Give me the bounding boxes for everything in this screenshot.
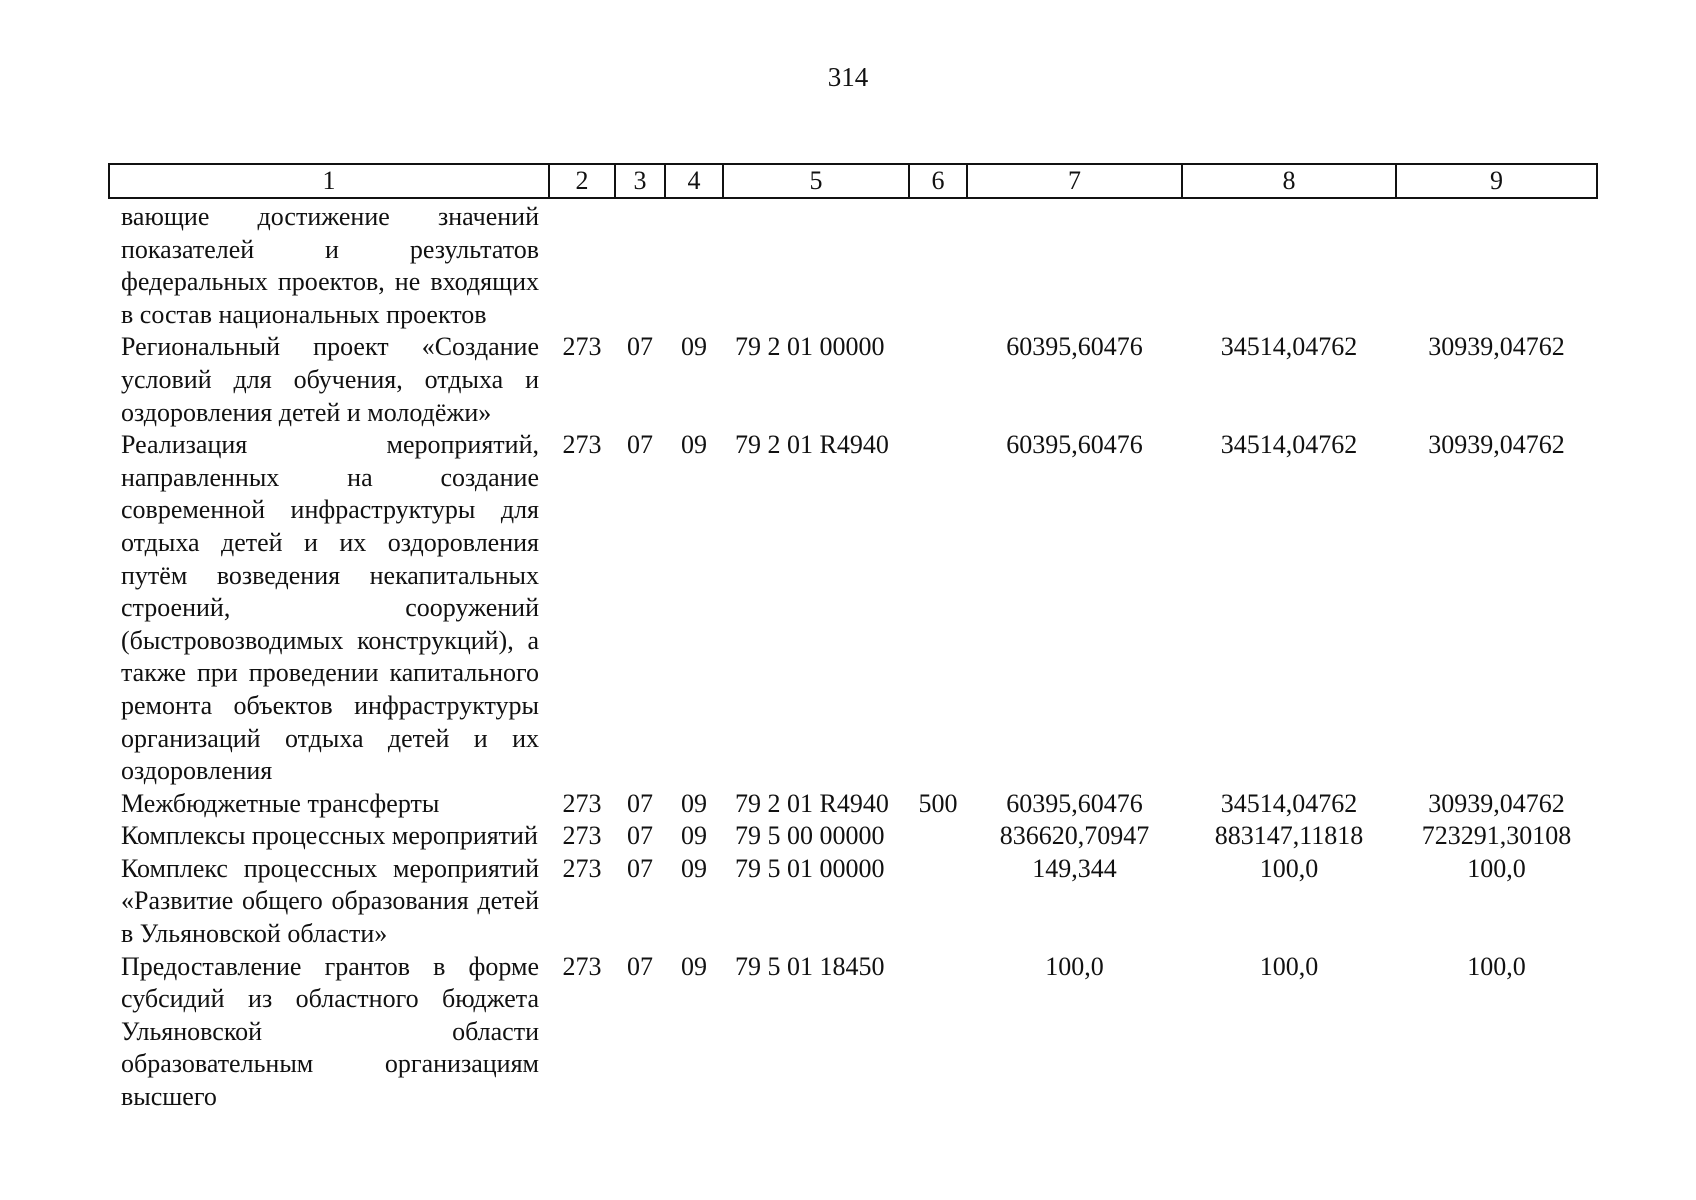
cell-subsection: 09 (681, 951, 707, 981)
cell-amount-col8: 883147,11818 (1214, 821, 1364, 851)
cell-target-article: 79 2 01 R4940 (735, 430, 889, 460)
cell-target-article: 79 5 01 18450 (735, 951, 885, 981)
cell-admin-code: 273 (562, 853, 602, 883)
cell-admin-code: 273 (562, 332, 602, 362)
row-name: Региональный проект «Создание условий для обучения, отдыха и оздоровления детей и молодёжи» (121, 332, 539, 427)
row-name: вающие достижение значений показателей и результатов федеральных проектов, не входящих в состав национальных проектов (121, 202, 539, 329)
cell-admin-code: 273 (562, 788, 602, 818)
cell-target-article: 79 5 01 00000 (735, 853, 885, 883)
row-name: Предоставление грантов в форме субсидий из областного бюджета Ульяновской области образовательным организациям высшего (121, 951, 539, 1112)
table-row (109, 788, 1597, 821)
page-number: 314 (827, 62, 869, 92)
cell-subsection (665, 198, 723, 331)
cell-amount-col7: 149,344 (1032, 853, 1117, 883)
cell-amount-col9: 723291,30108 (1421, 821, 1572, 851)
column-header-6: 6 (909, 164, 967, 198)
column-header-4: 4 (665, 164, 723, 198)
row-name: Реализация мероприятий, направленных на создание современной инфраструктуры для отдыха детей и их оздоровления путём возведения некапитальных строений, сооружений (быстровозводимых конструкций), а также при проведении капитального ремонта объектов инфраструктуры организаций отдыха детей и их оздоровления (121, 430, 539, 786)
cell-expense-type: 500 (918, 788, 958, 818)
column-header-1: 1 (109, 164, 549, 198)
cell-amount-col9: 30939,04762 (1428, 430, 1565, 460)
row-name: Межбюджетные трансферты (121, 788, 440, 818)
cell-section: 07 (627, 853, 653, 883)
header-row (109, 164, 1597, 198)
column-header-3: 3 (615, 164, 665, 198)
cell-target-article: 79 5 00 00000 (735, 821, 885, 851)
cell-amount-col9: 100,0 (1467, 951, 1526, 981)
cell-admin-code: 273 (562, 951, 602, 981)
cell-expense-type (909, 951, 967, 1114)
cell-section: 07 (627, 821, 653, 851)
cell-amount-col9: 30939,04762 (1428, 788, 1565, 818)
budget-table (108, 163, 1598, 1114)
table-row (109, 331, 1597, 429)
table-row (109, 820, 1597, 853)
column-header-7: 7 (967, 164, 1182, 198)
cell-expense-type (909, 331, 967, 429)
column-header-2: 2 (549, 164, 615, 198)
column-header-5: 5 (723, 164, 909, 198)
cell-amount-col9 (1396, 198, 1597, 331)
cell-admin-code (549, 198, 615, 331)
cell-expense-type (909, 853, 967, 951)
cell-subsection: 09 (681, 430, 707, 460)
cell-amount-col9: 100,0 (1467, 853, 1526, 883)
table-row (109, 951, 1597, 1114)
cell-admin-code: 273 (562, 821, 602, 851)
cell-amount-col9: 30939,04762 (1428, 332, 1565, 362)
cell-amount-col7: 100,0 (1045, 951, 1104, 981)
cell-section: 07 (627, 430, 653, 460)
cell-amount-col8: 34514,04762 (1220, 430, 1358, 460)
cell-target-article: 79 2 01 00000 (735, 332, 885, 362)
cell-subsection: 09 (681, 821, 707, 851)
cell-amount-col7 (967, 198, 1182, 331)
cell-amount-col8: 100,0 (1259, 853, 1319, 883)
row-name: Комплекс процессных мероприятий «Развитие общего образования детей в Ульяновской области» (121, 853, 539, 949)
cell-target-article (723, 198, 909, 331)
cell-amount-col7: 60395,60476 (1006, 430, 1143, 460)
cell-target-article: 79 2 01 R4940 (735, 788, 889, 818)
cell-expense-type (909, 429, 967, 788)
table-row (109, 429, 1597, 788)
cell-amount-col8: 100,0 (1259, 951, 1319, 981)
cell-section: 07 (627, 332, 653, 362)
cell-amount-col8: 34514,04762 (1220, 332, 1358, 362)
cell-amount-col8: 34514,04762 (1220, 788, 1358, 818)
cell-section: 07 (627, 951, 653, 981)
cell-subsection: 09 (681, 332, 707, 362)
cell-amount-col7: 60395,60476 (1006, 332, 1143, 362)
cell-section: 07 (627, 788, 653, 818)
cell-subsection: 09 (681, 853, 707, 883)
cell-admin-code: 273 (562, 430, 602, 460)
cell-section (615, 198, 665, 331)
table-row (109, 198, 1597, 331)
cell-subsection: 09 (681, 788, 707, 818)
row-name: Комплексы процессных мероприятий (121, 821, 538, 851)
column-header-8: 8 (1182, 164, 1396, 198)
table-row (109, 853, 1597, 951)
cell-amount-col7: 836620,70947 (999, 821, 1150, 851)
cell-amount-col7: 60395,60476 (1006, 788, 1143, 818)
cell-expense-type (909, 820, 967, 853)
column-header-9: 9 (1396, 164, 1597, 198)
cell-expense-type (909, 198, 967, 331)
cell-amount-col8 (1182, 198, 1396, 331)
